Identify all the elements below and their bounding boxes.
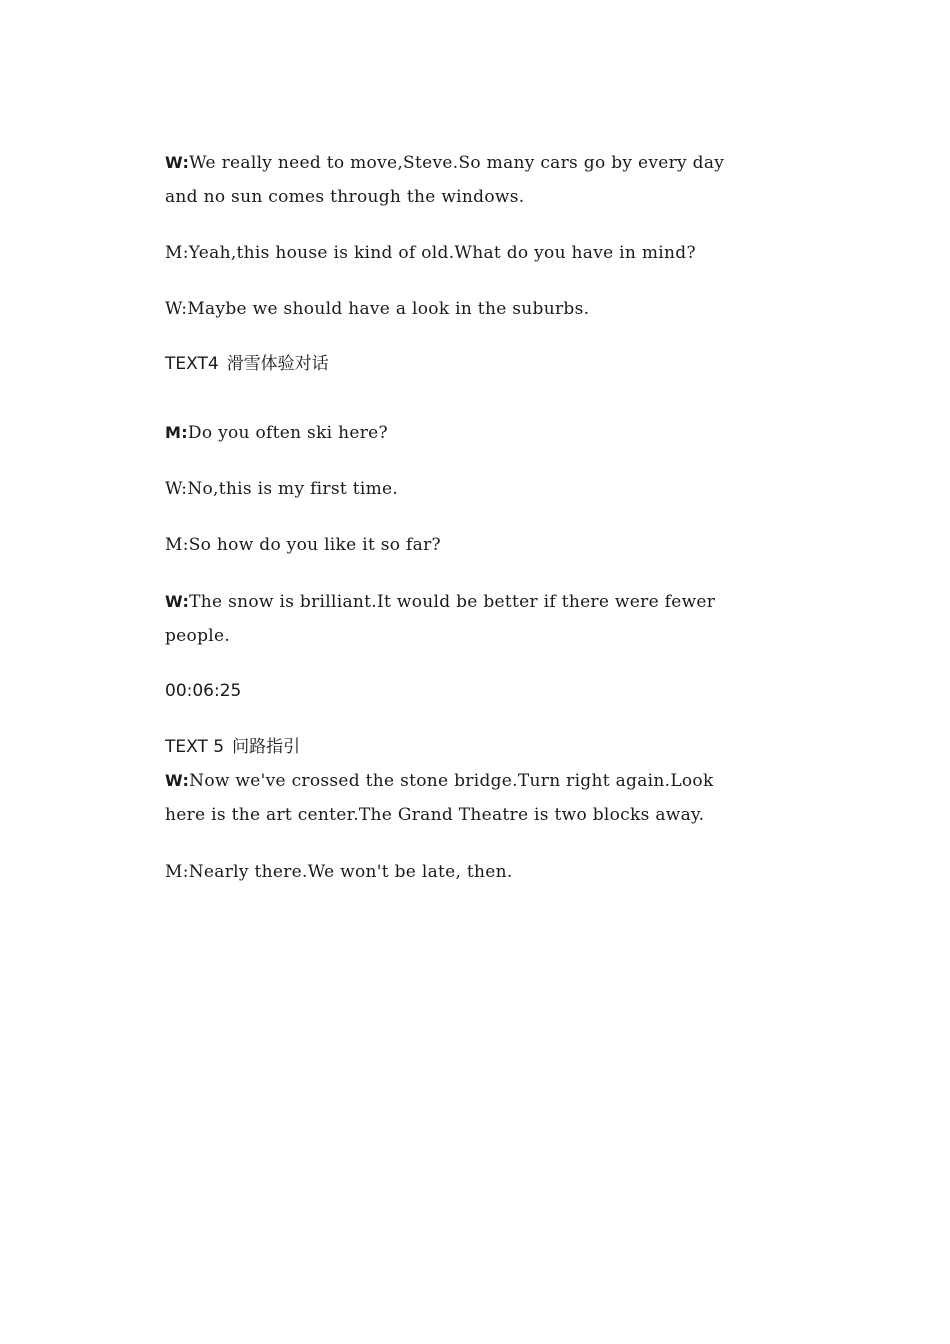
section-heading-text4 — [165, 353, 329, 375]
dialogue-line-continuation — [165, 625, 230, 647]
timestamp — [165, 680, 241, 702]
section-heading-cn: 滑雪体验对话 — [226, 354, 329, 374]
dialogue-text: Yeah,this house is kind of old.What do you have in mind? — [188, 243, 696, 263]
speaker-label: M: — [165, 243, 189, 263]
dialogue-text: No,this is my first time. — [187, 479, 399, 499]
speaker-label: W: — [165, 592, 190, 611]
dialogue-line — [165, 770, 714, 792]
dialogue-text: Do you often ski here? — [187, 423, 388, 443]
dialogue-line — [165, 534, 441, 556]
speaker-label: M: — [165, 535, 189, 555]
dialogue-text: Nearly there.We won't be late, then. — [188, 862, 513, 882]
speaker-label: M: — [165, 862, 189, 882]
dialogue-line — [165, 478, 398, 500]
dialogue-text: people. — [165, 626, 231, 646]
dialogue-text: Maybe we should have a look in the suburbs. — [187, 299, 590, 319]
section-heading-cn: 问路指引 — [232, 737, 301, 757]
dialogue-line — [165, 591, 715, 613]
section-heading-text5 — [165, 736, 300, 758]
dialogue-line — [165, 861, 513, 883]
dialogue-line — [165, 152, 724, 174]
speaker-label: W: — [165, 479, 188, 499]
dialogue-text: here is the art center.The Grand Theatre is two blocks away. — [165, 805, 705, 825]
timestamp-text: 00:06:25 — [165, 681, 242, 701]
speaker-label: W: — [165, 771, 190, 790]
speaker-label: W: — [165, 153, 190, 172]
dialogue-line-continuation — [165, 804, 704, 826]
dialogue-text: We really need to move,Steve.So many cars go by every day — [189, 153, 725, 173]
dialogue-line-continuation — [165, 186, 524, 208]
section-heading-label: TEXT 5 — [165, 737, 225, 757]
speaker-label: M: — [165, 423, 188, 442]
dialogue-line — [165, 298, 589, 320]
dialogue-line — [165, 242, 696, 264]
speaker-label: W: — [165, 299, 188, 319]
dialogue-line — [165, 422, 388, 444]
dialogue-text: So how do you like it so far? — [188, 535, 441, 555]
dialogue-text: and no sun comes through the windows. — [165, 187, 525, 207]
dialogue-text: Now we've crossed the stone bridge.Turn right again.Look — [189, 771, 714, 791]
section-heading-label: TEXT4 — [165, 354, 219, 374]
dialogue-text: The snow is brilliant.It would be better if there were fewer — [189, 592, 716, 612]
